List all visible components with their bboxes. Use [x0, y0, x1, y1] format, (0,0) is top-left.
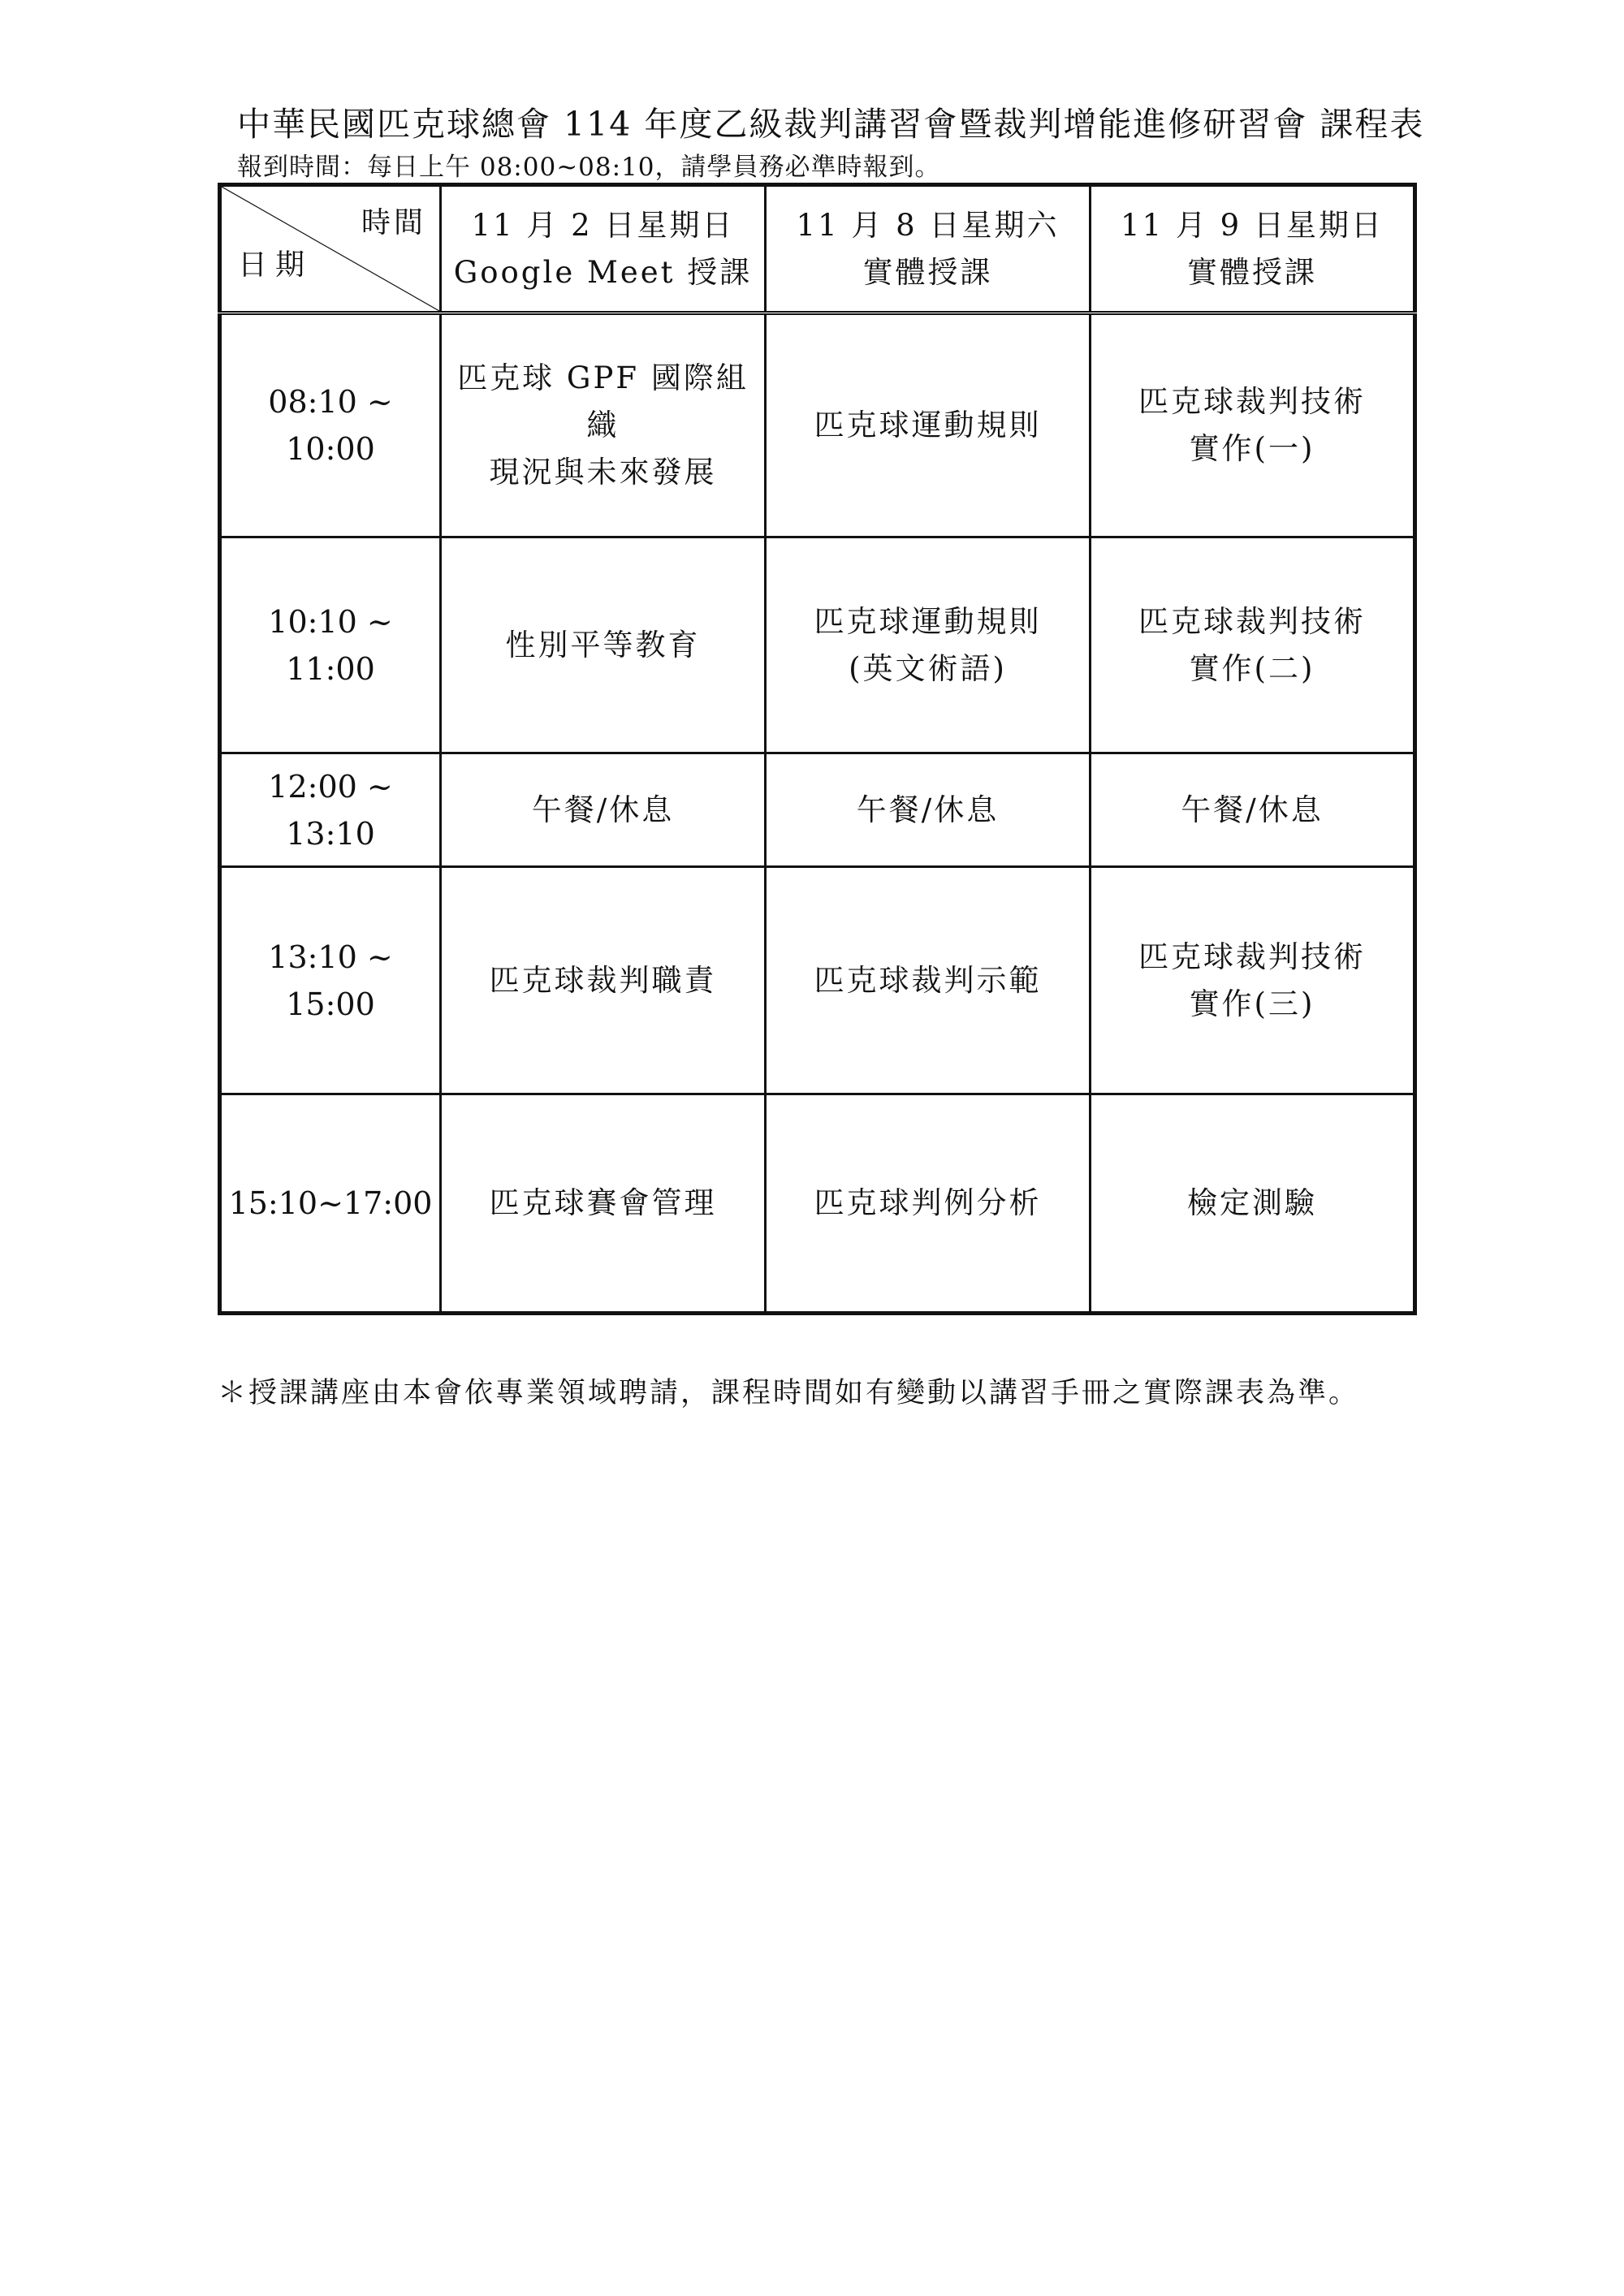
table-row — [220, 753, 1415, 867]
column-date: 11 月 9 日星期日 — [1121, 207, 1384, 243]
column-header-day-1 — [441, 185, 766, 313]
time-slot: 08:10 ~ 10:00 — [220, 313, 441, 537]
course-line: 匹克球 GPF 國際組織 — [457, 360, 749, 442]
course-cell — [1091, 1094, 1415, 1314]
course-line: 午餐/休息 — [531, 792, 675, 827]
table-row — [220, 1094, 1415, 1314]
check-in-notice: 報到時間：每日上午 08:00~08:10，請學員務必準時報到。 — [237, 153, 941, 182]
course-line: 午餐/休息 — [856, 792, 1000, 827]
course-line: 匹克球運動規則 — [814, 603, 1042, 639]
column-mode: 實體授課 — [1187, 254, 1317, 290]
course-cell — [766, 867, 1091, 1094]
page-title: 中華民國匹克球總會 114 年度乙級裁判講習會暨裁判增能進修研習會 課程表 — [237, 105, 1425, 144]
course-line: 性別平等教育 — [505, 627, 701, 662]
course-line: 匹克球判例分析 — [814, 1185, 1042, 1220]
course-cell — [766, 753, 1091, 867]
course-cell — [441, 1094, 766, 1314]
column-date: 11 月 8 日星期六 — [796, 207, 1060, 243]
course-line: 匹克球裁判職責 — [489, 962, 717, 998]
course-line: 實作(三) — [1189, 986, 1315, 1021]
course-cell — [441, 313, 766, 537]
time-slot: 13:10 ~ 15:00 — [220, 867, 441, 1094]
course-schedule-table — [218, 183, 1417, 1315]
course-cell — [766, 1094, 1091, 1314]
course-line: 匹克球裁判技術 — [1138, 384, 1366, 419]
time-slot: 12:00 ~ 13:10 — [220, 753, 441, 867]
course-cell — [441, 537, 766, 753]
course-line: 實作(二) — [1189, 650, 1315, 686]
course-line: (英文術語) — [849, 650, 1007, 686]
corner-date-label: 日期 — [238, 248, 313, 282]
column-mode: Google Meet 授課 — [453, 254, 753, 290]
table-row — [220, 867, 1415, 1094]
course-line: 匹克球裁判技術 — [1138, 939, 1366, 974]
course-cell — [766, 537, 1091, 753]
column-mode: 實體授課 — [862, 254, 993, 290]
corner-header-cell — [220, 185, 441, 313]
course-line: 匹克球運動規則 — [814, 408, 1042, 442]
course-cell — [1091, 753, 1415, 867]
course-cell — [1091, 537, 1415, 753]
course-line: 檢定測驗 — [1187, 1185, 1317, 1220]
course-line: 午餐/休息 — [1181, 792, 1324, 827]
course-cell — [1091, 313, 1415, 537]
time-slot: 10:10 ~ 11:00 — [220, 537, 441, 753]
footnote: ＊授課講座由本會依專業領域聘請，課程時間如有變動以講習手冊之實際課表為準。 — [218, 1377, 1360, 1409]
course-line: 匹克球裁判示範 — [814, 962, 1042, 998]
table-row — [220, 313, 1415, 537]
corner-time-label: 時間 — [361, 206, 426, 240]
course-line: 匹克球裁判技術 — [1138, 603, 1366, 639]
column-header-day-2 — [766, 185, 1091, 313]
course-line: 實作(一) — [1189, 431, 1315, 466]
course-cell — [441, 867, 766, 1094]
course-cell — [441, 753, 766, 867]
column-date: 11 月 2 日星期日 — [471, 207, 735, 243]
table-header-row — [220, 185, 1415, 313]
time-slot: 15:10~17:00 — [220, 1094, 441, 1314]
column-header-day-3 — [1091, 185, 1415, 313]
course-line: 匹克球賽會管理 — [489, 1185, 717, 1220]
table-row — [220, 537, 1415, 753]
course-cell — [766, 313, 1091, 537]
course-line: 現況與未來發展 — [489, 455, 717, 490]
course-cell — [1091, 867, 1415, 1094]
